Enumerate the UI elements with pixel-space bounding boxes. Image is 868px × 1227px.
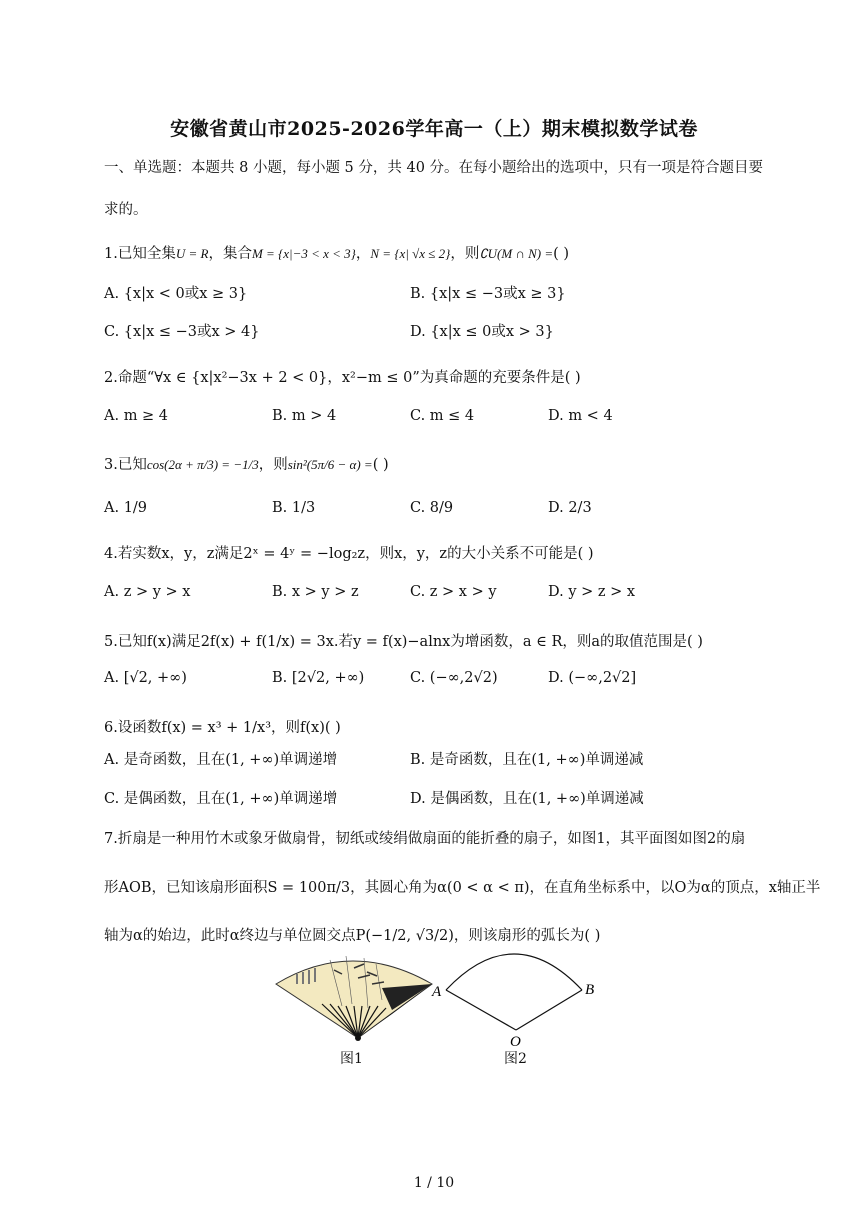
figure-2-caption: 图2 — [504, 1051, 527, 1067]
q5-option-c: C. (−∞,2√2) — [410, 670, 498, 686]
q2-option-a: A. m ≥ 4 — [104, 408, 169, 424]
sector-radius-ob — [516, 990, 582, 1030]
q1-math: U = R — [175, 246, 209, 261]
q1-text: ，集合 — [208, 246, 252, 262]
q6-option-c: C. 是偶函数，且在(1, +∞)单调递增 — [104, 791, 338, 807]
q2-option-d: D. m < 4 — [548, 408, 613, 424]
question-4: 4.若实数x，y，z满足2ˣ = 4ʸ = −log₂z，则x，y，z的大小关系不可能是( ) — [104, 546, 594, 562]
section-heading-cont: 求的。 — [104, 202, 148, 218]
q2-option-b: B. m > 4 — [272, 408, 337, 424]
q4-option-a: A. z > y > x — [104, 584, 191, 600]
q4-option-d: D. y > z > x — [548, 584, 636, 600]
q3-text: ，则 — [258, 457, 288, 473]
label-a: A — [432, 984, 442, 1000]
question-1 — [104, 244, 569, 264]
q1-text: ，则 — [450, 246, 480, 262]
q6-option-d: D. 是偶函数，且在(1, +∞)单调递减 — [410, 791, 644, 807]
page-title: 安徽省黄山市2025-2026学年高一（上）期末模拟数学试卷 — [170, 118, 698, 140]
q3-math: sin²(5π/6 − α) = — [287, 457, 373, 472]
q1-math: ∁U(M ∩ N) = — [479, 246, 554, 261]
q1-option-d: D. {x|x ≤ 0或x > 3} — [410, 324, 554, 340]
question-6: 6.设函数f(x) = x³ + 1/x³，则f(x)( ) — [104, 720, 341, 736]
q6-option-a: A. 是奇函数，且在(1, +∞)单调递增 — [104, 752, 338, 768]
question-3 — [104, 455, 389, 475]
q5-option-b: B. [2√2, +∞) — [272, 670, 365, 686]
q1-blank: ( ) — [553, 246, 570, 262]
q2-option-c: C. m ≤ 4 — [410, 408, 475, 424]
q6-option-b: B. 是奇函数，且在(1, +∞)单调递减 — [410, 752, 644, 768]
sector-figure — [430, 940, 602, 1052]
question-7-line-1: 7.折扇是一种用竹木或象牙做扇骨，韧纸或绫绢做扇面的能折叠的扇子，如图1，其平面图如图2的扇 — [104, 831, 746, 847]
folding-fan-figure — [272, 948, 438, 1048]
q3-option-a: A. 1/9 — [104, 500, 148, 516]
q1-text: ， — [355, 246, 371, 262]
question-2: 2.命题“∀x ∈ {x|x²−3x + 2 < 0}，x²−m ≤ 0”为真命题的充要条件是( ) — [104, 370, 581, 386]
question-7-line-2: 形AOB，已知该扇形面积S = 100π/3，其圆心角为α(0 < α < π)，在直角坐标系中，以O为α的顶点，x轴正半 — [104, 880, 821, 896]
q1-option-a: A. {x|x < 0或x ≥ 3} — [104, 286, 248, 302]
q1-option-b: B. {x|x ≤ −3或x ≥ 3} — [410, 286, 566, 302]
q1-math: M = {x|−3 < x < 3} — [251, 246, 356, 261]
q3-math: cos(2α + π/3) = −1/3 — [146, 457, 259, 472]
label-o: O — [510, 1034, 521, 1050]
label-b: B — [585, 982, 595, 998]
section-heading: 一、单选题：本题共 8 小题，每小题 5 分，共 40 分。在每小题给出的选项中，只有一项是符合题目要 — [104, 160, 764, 176]
sector-arc — [446, 954, 582, 990]
figure-1-caption: 图1 — [340, 1051, 363, 1067]
q1-math: N = {x| √x ≤ 2} — [370, 246, 451, 261]
q5-option-a: A. [√2, +∞) — [104, 670, 187, 686]
q3-text: 3.已知 — [104, 457, 147, 473]
q3-blank: ( ) — [372, 457, 389, 473]
q3-option-c: C. 8/9 — [410, 500, 454, 516]
q1-option-c: C. {x|x ≤ −3或x > 4} — [104, 324, 260, 340]
q3-option-b: B. 1/3 — [272, 500, 316, 516]
sector-radius-oa — [446, 990, 516, 1030]
q5-option-d: D. (−∞,2√2] — [548, 670, 637, 686]
q4-option-c: C. z > x > y — [410, 584, 497, 600]
q1-text: 1.已知全集 — [104, 246, 176, 262]
q4-option-b: B. x > y > z — [272, 584, 359, 600]
q3-option-d: D. 2/3 — [548, 500, 592, 516]
page-number: 1 / 10 — [413, 1175, 455, 1191]
fan-pivot — [355, 1035, 361, 1041]
question-7-line-3: 轴为α的始边，此时α终边与单位圆交点P(−1/2, √3/2)，则该扇形的弧长为( ) — [104, 928, 601, 944]
question-5: 5.已知f(x)满足2f(x) + f(1/x) = 3x.若y = f(x)−alnx为增函数，a ∈ R，则a的取值范围是( ) — [104, 634, 703, 650]
